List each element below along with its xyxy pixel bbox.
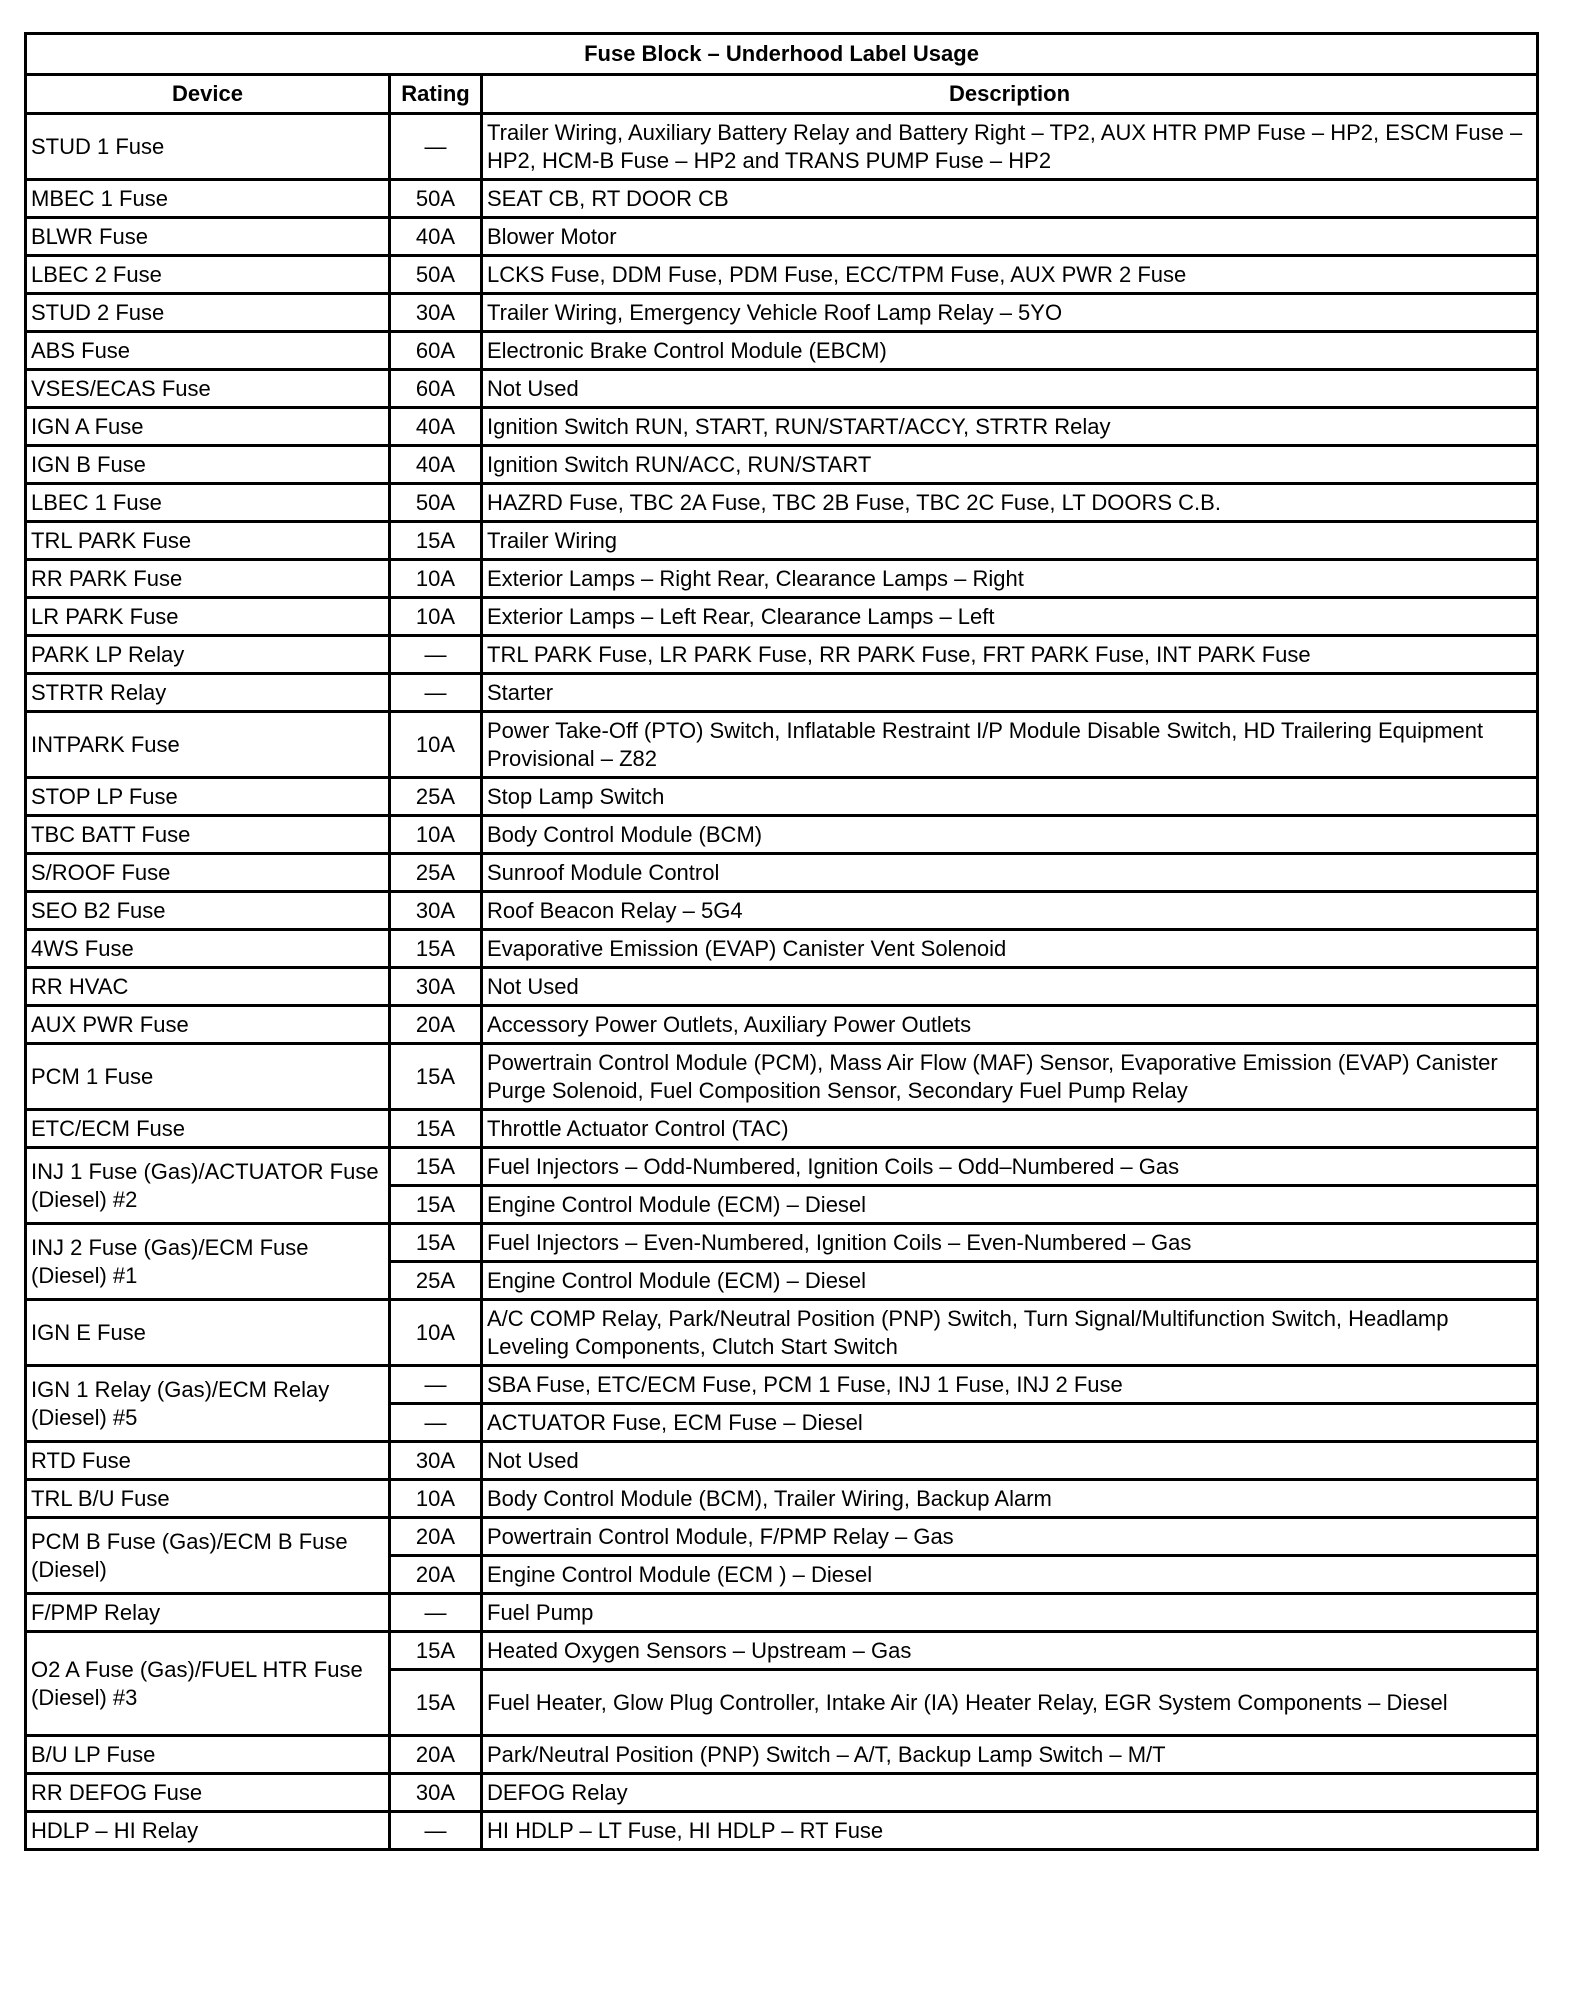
description-cell: Engine Control Module (ECM) – Diesel — [482, 1262, 1538, 1300]
device-cell: AUX PWR Fuse — [26, 1006, 390, 1044]
rating-cell: 50A — [390, 256, 482, 294]
device-cell: B/U LP Fuse — [26, 1736, 390, 1774]
table-row — [26, 1480, 1538, 1518]
rating-cell: 10A — [390, 1480, 482, 1518]
device-cell: MBEC 1 Fuse — [26, 180, 390, 218]
rating-cell: 10A — [390, 598, 482, 636]
description-cell: Throttle Actuator Control (TAC) — [482, 1110, 1538, 1148]
description-cell: Body Control Module (BCM), Trailer Wiring, Backup Alarm — [482, 1480, 1538, 1518]
device-cell: IGN A Fuse — [26, 408, 390, 446]
description-cell: SBA Fuse, ETC/ECM Fuse, PCM 1 Fuse, INJ 1 Fuse, INJ 2 Fuse — [482, 1366, 1538, 1404]
device-cell: PCM 1 Fuse — [26, 1044, 390, 1110]
device-cell: O2 A Fuse (Gas)/FUEL HTR Fuse (Diesel) #3 — [26, 1632, 390, 1736]
rating-cell: 30A — [390, 294, 482, 332]
device-cell: LBEC 1 Fuse — [26, 484, 390, 522]
header-device: Device — [26, 75, 390, 114]
description-cell: TRL PARK Fuse, LR PARK Fuse, RR PARK Fuse, FRT PARK Fuse, INT PARK Fuse — [482, 636, 1538, 674]
device-cell: TBC BATT Fuse — [26, 816, 390, 854]
description-cell: Park/Neutral Position (PNP) Switch – A/T, Backup Lamp Switch – M/T — [482, 1736, 1538, 1774]
rating-cell: 40A — [390, 408, 482, 446]
table-row — [26, 854, 1538, 892]
device-cell: RR DEFOG Fuse — [26, 1774, 390, 1812]
table-row — [26, 1594, 1538, 1632]
description-cell: Not Used — [482, 968, 1538, 1006]
description-cell: Fuel Pump — [482, 1594, 1538, 1632]
device-cell: STRTR Relay — [26, 674, 390, 712]
table-row — [26, 114, 1538, 180]
table-title: Fuse Block – Underhood Label Usage — [26, 34, 1538, 75]
table-row — [26, 636, 1538, 674]
device-cell: 4WS Fuse — [26, 930, 390, 968]
rating-cell: 15A — [390, 1186, 482, 1224]
description-cell: Fuel Injectors – Odd-Numbered, Ignition Coils – Odd–Numbered – Gas — [482, 1148, 1538, 1186]
rating-cell: 30A — [390, 968, 482, 1006]
description-cell: Engine Control Module (ECM) – Diesel — [482, 1186, 1538, 1224]
header-description: Description — [482, 75, 1538, 114]
device-cell: HDLP – HI Relay — [26, 1812, 390, 1850]
description-cell: Fuel Heater, Glow Plug Controller, Intake Air (IA) Heater Relay, EGR System Components – Diesel — [482, 1670, 1538, 1736]
description-cell: Trailer Wiring, Emergency Vehicle Roof Lamp Relay – 5YO — [482, 294, 1538, 332]
table-row — [26, 218, 1538, 256]
description-cell: Trailer Wiring — [482, 522, 1538, 560]
rating-cell: 60A — [390, 332, 482, 370]
table-row — [26, 778, 1538, 816]
device-cell: ABS Fuse — [26, 332, 390, 370]
rating-cell: — — [390, 674, 482, 712]
rating-cell: 15A — [390, 1224, 482, 1262]
device-cell: F/PMP Relay — [26, 1594, 390, 1632]
rating-cell: 15A — [390, 1670, 482, 1736]
rating-cell: 10A — [390, 1300, 482, 1366]
description-cell: Ignition Switch RUN, START, RUN/START/ACCY, STRTR Relay — [482, 408, 1538, 446]
device-cell: INTPARK Fuse — [26, 712, 390, 778]
rating-cell: 10A — [390, 560, 482, 598]
table-row — [26, 1736, 1538, 1774]
table-row — [26, 1632, 1538, 1670]
rating-cell: 30A — [390, 1774, 482, 1812]
table-row — [26, 1774, 1538, 1812]
device-cell: STUD 2 Fuse — [26, 294, 390, 332]
table-row — [26, 522, 1538, 560]
description-cell: Sunroof Module Control — [482, 854, 1538, 892]
table-row — [26, 1518, 1538, 1556]
device-cell: RR HVAC — [26, 968, 390, 1006]
rating-cell: 50A — [390, 180, 482, 218]
table-row — [26, 598, 1538, 636]
table-row — [26, 1366, 1538, 1404]
device-cell: TRL PARK Fuse — [26, 522, 390, 560]
description-cell: Exterior Lamps – Left Rear, Clearance Lamps – Left — [482, 598, 1538, 636]
device-cell: ETC/ECM Fuse — [26, 1110, 390, 1148]
device-cell: RR PARK Fuse — [26, 560, 390, 598]
table-row — [26, 1006, 1538, 1044]
table-row — [26, 968, 1538, 1006]
table-row — [26, 816, 1538, 854]
description-cell: Body Control Module (BCM) — [482, 816, 1538, 854]
rating-cell: 20A — [390, 1556, 482, 1594]
description-cell: Accessory Power Outlets, Auxiliary Power Outlets — [482, 1006, 1538, 1044]
description-cell: Blower Motor — [482, 218, 1538, 256]
rating-cell: — — [390, 636, 482, 674]
description-cell: Power Take-Off (PTO) Switch, Inflatable Restraint I/P Module Disable Switch, HD Trailering Equipment Provisional – Z82 — [482, 712, 1538, 778]
device-cell: LBEC 2 Fuse — [26, 256, 390, 294]
description-cell: Starter — [482, 674, 1538, 712]
rating-cell: 40A — [390, 218, 482, 256]
table-row — [26, 256, 1538, 294]
table-row — [26, 370, 1538, 408]
description-cell: ACTUATOR Fuse, ECM Fuse – Diesel — [482, 1404, 1538, 1442]
device-cell: BLWR Fuse — [26, 218, 390, 256]
device-cell: SEO B2 Fuse — [26, 892, 390, 930]
rating-cell: 15A — [390, 1044, 482, 1110]
description-cell: LCKS Fuse, DDM Fuse, PDM Fuse, ECC/TPM Fuse, AUX PWR 2 Fuse — [482, 256, 1538, 294]
rating-cell: 20A — [390, 1006, 482, 1044]
description-cell: Stop Lamp Switch — [482, 778, 1538, 816]
rating-cell: — — [390, 1812, 482, 1850]
device-cell: VSES/ECAS Fuse — [26, 370, 390, 408]
device-cell: PARK LP Relay — [26, 636, 390, 674]
table-row — [26, 930, 1538, 968]
device-cell: IGN 1 Relay (Gas)/ECM Relay (Diesel) #5 — [26, 1366, 390, 1442]
table-row — [26, 446, 1538, 484]
device-cell: S/ROOF Fuse — [26, 854, 390, 892]
description-cell: DEFOG Relay — [482, 1774, 1538, 1812]
description-cell: Ignition Switch RUN/ACC, RUN/START — [482, 446, 1538, 484]
device-cell: RTD Fuse — [26, 1442, 390, 1480]
rating-cell: 25A — [390, 854, 482, 892]
rating-cell: 15A — [390, 522, 482, 560]
description-cell: Trailer Wiring, Auxiliary Battery Relay and Battery Right – TP2, AUX HTR PMP Fuse – HP2, ESCM Fuse – HP2, HCM-B Fuse – HP2 and TRANS PUMP Fuse – HP2 — [482, 114, 1538, 180]
rating-cell: 25A — [390, 778, 482, 816]
table-row — [26, 1044, 1538, 1110]
description-cell: HI HDLP – LT Fuse, HI HDLP – RT Fuse — [482, 1812, 1538, 1850]
rating-cell: 10A — [390, 816, 482, 854]
rating-cell: 15A — [390, 1110, 482, 1148]
rating-cell: — — [390, 1366, 482, 1404]
rating-cell: — — [390, 114, 482, 180]
description-cell: Electronic Brake Control Module (EBCM) — [482, 332, 1538, 370]
rating-cell: 20A — [390, 1518, 482, 1556]
device-cell: STUD 1 Fuse — [26, 114, 390, 180]
description-cell: Fuel Injectors – Even-Numbered, Ignition Coils – Even-Numbered – Gas — [482, 1224, 1538, 1262]
description-cell: SEAT CB, RT DOOR CB — [482, 180, 1538, 218]
rating-cell: 30A — [390, 892, 482, 930]
device-cell: IGN B Fuse — [26, 446, 390, 484]
device-cell: INJ 1 Fuse (Gas)/ACTUATOR Fuse (Diesel) #2 — [26, 1148, 390, 1224]
table-row — [26, 1148, 1538, 1186]
table-row — [26, 1442, 1538, 1480]
description-cell: Exterior Lamps – Right Rear, Clearance Lamps – Right — [482, 560, 1538, 598]
table-row — [26, 1110, 1538, 1148]
rating-cell: 20A — [390, 1736, 482, 1774]
rating-cell: 10A — [390, 712, 482, 778]
rating-cell: 30A — [390, 1442, 482, 1480]
rating-cell: 25A — [390, 1262, 482, 1300]
rating-cell: 15A — [390, 930, 482, 968]
table-row — [26, 892, 1538, 930]
description-cell: Powertrain Control Module, F/PMP Relay – Gas — [482, 1518, 1538, 1556]
description-cell: A/C COMP Relay, Park/Neutral Position (PNP) Switch, Turn Signal/Multifunction Switch, Headlamp Leveling Components, Clutch Start Switch — [482, 1300, 1538, 1366]
table-row — [26, 484, 1538, 522]
device-cell: INJ 2 Fuse (Gas)/ECM Fuse (Diesel) #1 — [26, 1224, 390, 1300]
device-cell: STOP LP Fuse — [26, 778, 390, 816]
table-row — [26, 674, 1538, 712]
header-rating: Rating — [390, 75, 482, 114]
table-row — [26, 712, 1538, 778]
table-row — [26, 294, 1538, 332]
table-row — [26, 180, 1538, 218]
table-row — [26, 1812, 1538, 1850]
rating-cell: — — [390, 1404, 482, 1442]
rating-cell: 40A — [390, 446, 482, 484]
description-cell: Evaporative Emission (EVAP) Canister Vent Solenoid — [482, 930, 1538, 968]
description-cell: Powertrain Control Module (PCM), Mass Air Flow (MAF) Sensor, Evaporative Emission (EVAP) Canister Purge Solenoid, Fuel Composition Sensor, Secondary Fuel Pump Relay — [482, 1044, 1538, 1110]
description-cell: Not Used — [482, 1442, 1538, 1480]
table-row — [26, 1224, 1538, 1262]
description-cell: Roof Beacon Relay – 5G4 — [482, 892, 1538, 930]
description-cell: Engine Control Module (ECM ) – Diesel — [482, 1556, 1538, 1594]
rating-cell: 15A — [390, 1148, 482, 1186]
device-cell: TRL B/U Fuse — [26, 1480, 390, 1518]
fuse-block-table — [24, 32, 1539, 1851]
rating-cell: 50A — [390, 484, 482, 522]
table-row — [26, 332, 1538, 370]
description-cell: Not Used — [482, 370, 1538, 408]
rating-cell: 15A — [390, 1632, 482, 1670]
device-cell: LR PARK Fuse — [26, 598, 390, 636]
rating-cell: 60A — [390, 370, 482, 408]
device-cell: IGN E Fuse — [26, 1300, 390, 1366]
table-row — [26, 408, 1538, 446]
table-title-row — [26, 34, 1538, 75]
device-cell: PCM B Fuse (Gas)/ECM B Fuse (Diesel) — [26, 1518, 390, 1594]
description-cell: HAZRD Fuse, TBC 2A Fuse, TBC 2B Fuse, TBC 2C Fuse, LT DOORS C.B. — [482, 484, 1538, 522]
table-row — [26, 560, 1538, 598]
table-header-row — [26, 75, 1538, 114]
table-body — [26, 114, 1538, 1850]
table-row — [26, 1300, 1538, 1366]
rating-cell: — — [390, 1594, 482, 1632]
description-cell: Heated Oxygen Sensors – Upstream – Gas — [482, 1632, 1538, 1670]
